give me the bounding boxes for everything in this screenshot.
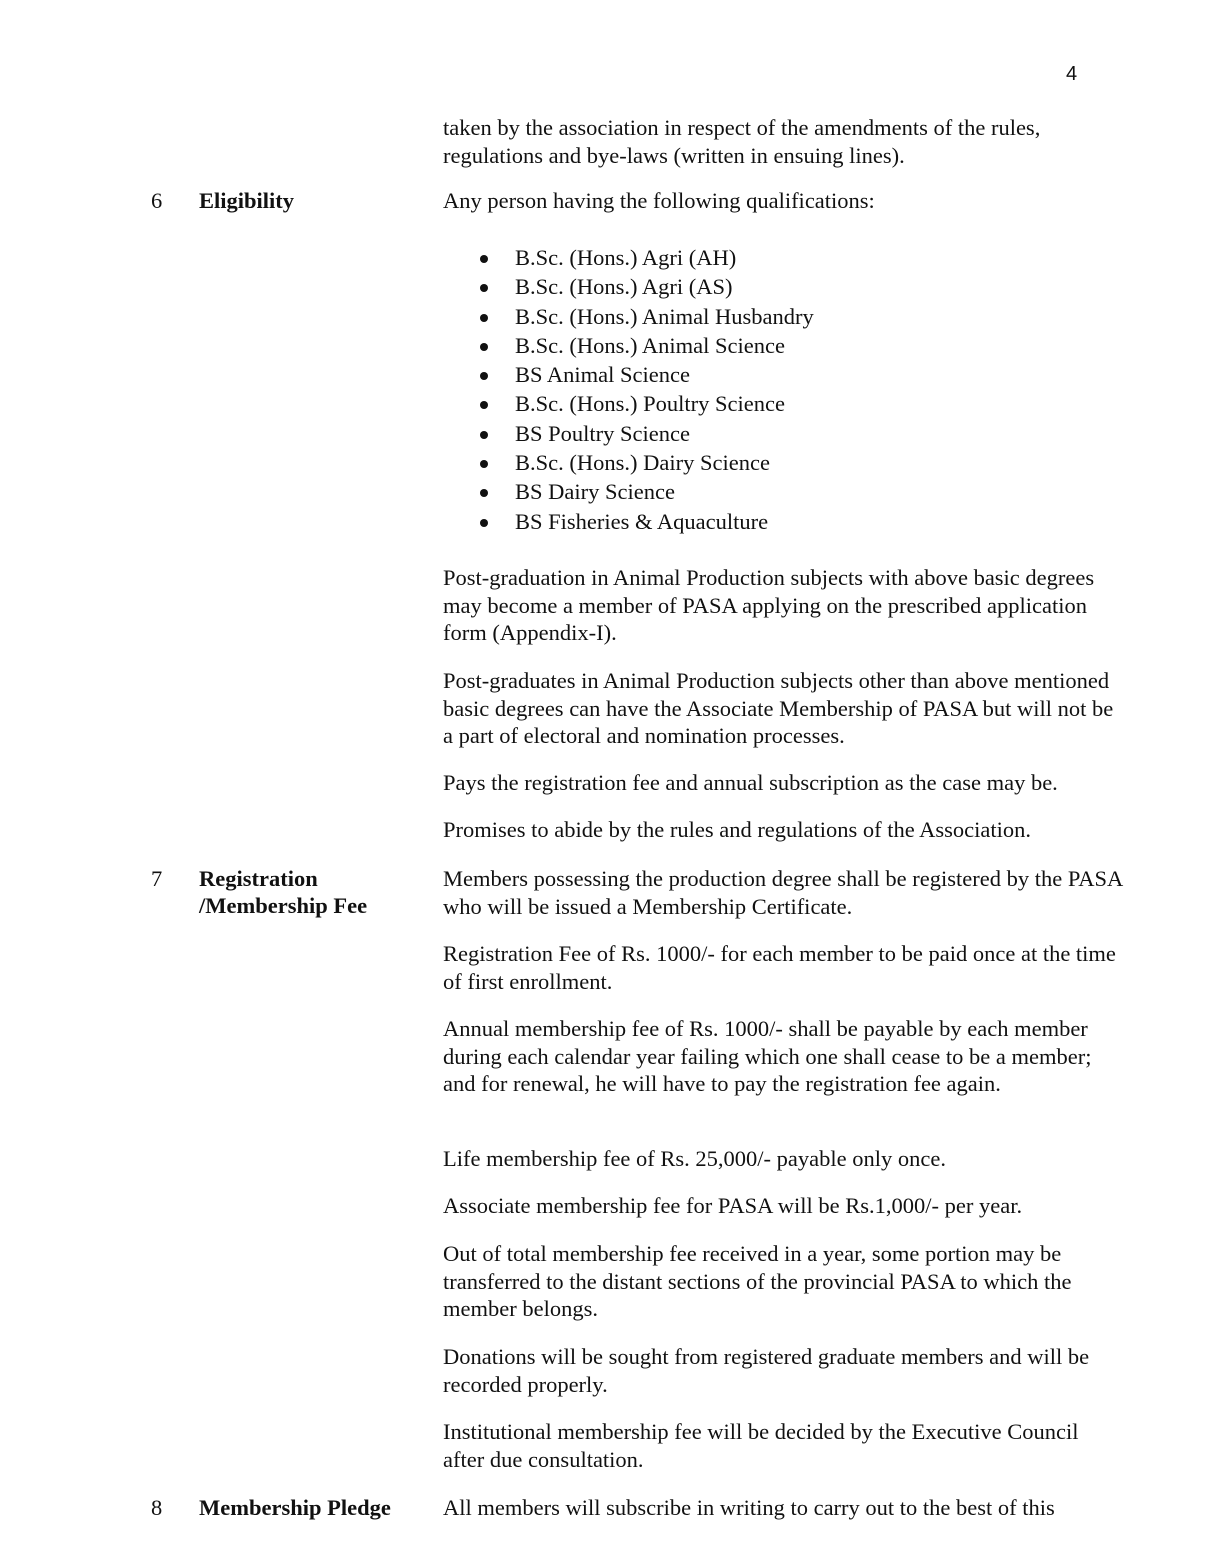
list-item: B.Sc. (Hons.) Agri (AH) — [443, 243, 814, 272]
section-6-paragraph: Promises to abide by the rules and regulations of the Association. — [443, 817, 1032, 842]
section-7-paragraph: Annual membership fee of Rs. 1000/- shall be payable by each member during each calendar year failing which one shall cease to be a member; and for renewal, he will have to pay the registration fee again. — [443, 1016, 1092, 1096]
section-6-number: 6 — [151, 188, 163, 213]
list-item: B.Sc. (Hons.) Dairy Science — [443, 448, 814, 477]
section-8-number: 8 — [151, 1495, 163, 1520]
list-item: B.Sc. (Hons.) Animal Science — [443, 331, 814, 360]
section-7-paragraph: Registration Fee of Rs. 1000/- for each member to be paid once at the time of first enrollment. — [443, 941, 1116, 994]
bullet-icon — [480, 519, 488, 527]
bullet-icon — [480, 372, 488, 380]
bullet-icon — [480, 431, 488, 439]
intro-continuation: taken by the association in respect of the amendments of the rules, regulations and bye-laws (written in ensuing lines). — [443, 115, 1041, 168]
section-6-title: Eligibility — [199, 188, 295, 213]
section-8-text: All members will subscribe in writing to carry out to the best of this — [443, 1495, 1055, 1520]
qualifications-list — [443, 243, 814, 536]
list-item: BS Fisheries & Aquaculture — [443, 507, 814, 536]
section-7-title-line1: Registration — [199, 866, 318, 891]
section-6-paragraph: Pays the registration fee and annual subscription as the case may be. — [443, 770, 1058, 795]
bullet-icon — [480, 401, 488, 409]
section-8-title: Membership Pledge — [199, 1495, 391, 1520]
list-item: BS Animal Science — [443, 360, 814, 389]
section-7-paragraph: Institutional membership fee will be decided by the Executive Council after due consultation. — [443, 1419, 1079, 1472]
section-7-paragraph: Donations will be sought from registered graduate members and will be recorded properly. — [443, 1344, 1090, 1397]
section-6-intro: Any person having the following qualifications: — [443, 188, 875, 213]
bullet-icon — [480, 343, 488, 351]
bullet-icon — [480, 314, 488, 322]
bullet-icon — [480, 255, 488, 263]
list-item: B.Sc. (Hons.) Agri (AS) — [443, 272, 814, 301]
section-7-paragraph: Life membership fee of Rs. 25,000/- payable only once. — [443, 1146, 946, 1171]
list-item: B.Sc. (Hons.) Animal Husbandry — [443, 302, 814, 331]
list-item: BS Poultry Science — [443, 419, 814, 448]
section-7-paragraph: Out of total membership fee received in a year, some portion may be transferred to the distant sections of the provincial PASA to which the member belongs. — [443, 1241, 1072, 1321]
bullet-icon — [480, 460, 488, 468]
page-number: 4 — [1066, 63, 1078, 85]
section-7-paragraph: Members possessing the production degree shall be registered by the PASA who will be issued a Membership Certificate. — [443, 866, 1123, 919]
section-7-title-line2: /Membership Fee — [199, 893, 368, 918]
list-item: B.Sc. (Hons.) Poultry Science — [443, 389, 814, 418]
list-item: BS Dairy Science — [443, 477, 814, 506]
section-7-number: 7 — [151, 866, 163, 891]
section-6-paragraph: Post-graduation in Animal Production subjects with above basic degrees may become a member of PASA applying on the prescribed application form (Appendix-I). — [443, 565, 1095, 645]
section-6-paragraph: Post-graduates in Animal Production subjects other than above mentioned basic degrees can have the Associate Membership of PASA but will not be a part of electoral and nomination processes. — [443, 668, 1114, 748]
section-7-paragraph: Associate membership fee for PASA will be Rs.1,000/- per year. — [443, 1193, 1023, 1218]
bullet-icon — [480, 489, 488, 497]
bullet-icon — [480, 284, 488, 292]
